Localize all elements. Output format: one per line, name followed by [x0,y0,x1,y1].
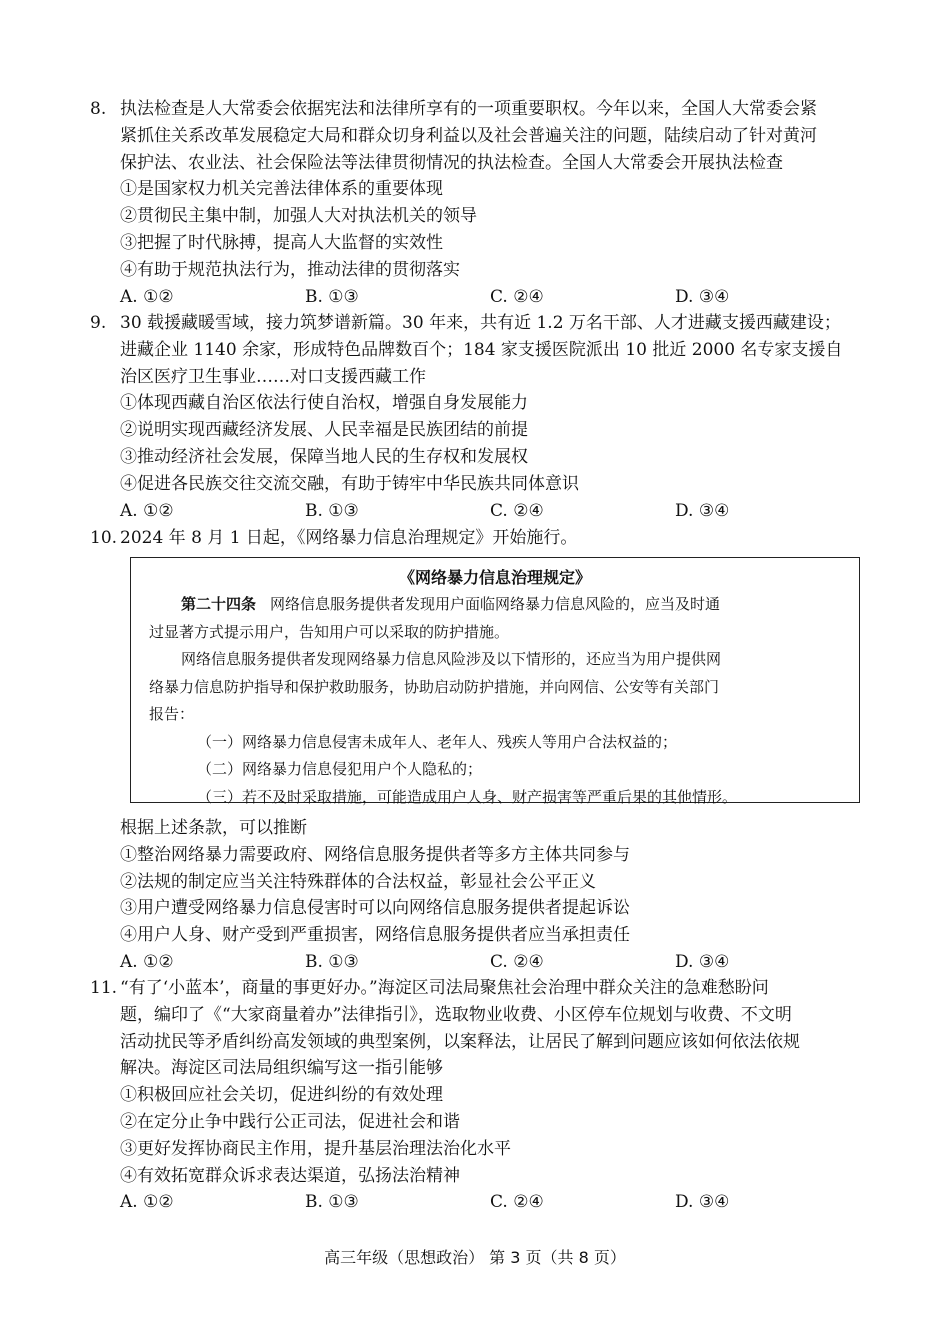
question-number: 8. [90,99,107,119]
option-c[interactable]: C. ②④ [490,951,544,972]
question-number: 11. [90,978,118,998]
statement-item: ④有效拓宽群众诉求表达渠道，弘扬法治精神 [120,1165,460,1186]
statement-item: ①体现西藏自治区依法行使自治权，增强自身发展能力 [120,393,528,414]
statement-item: ③把握了时代脉搏，提高人大监督的实效性 [120,232,443,253]
statement-item: ③用户遭受网络暴力信息侵害时可以向网络信息服务提供者提起诉讼 [120,898,630,919]
option-d[interactable]: D. ③④ [675,1192,730,1213]
question-11-stem-line: 题，编印了《“大家商量着办”法律指引》，选取物业收费、小区停车位规划与收费、不文明 [120,1004,792,1025]
option-c[interactable]: C. ②④ [490,286,544,307]
regulation-paragraph: 网络信息服务提供者发现网络暴力信息风险涉及以下情形的，还应当为用户提供网 [181,650,722,668]
option-b[interactable]: B. ①③ [305,951,359,972]
question-11-stem-line: 解决。海淀区司法局组织编写这一指引能够 [120,1058,443,1079]
statement-item: ②法规的制定应当关注特殊群体的合法权益，彰显社会公平正义 [120,871,596,892]
page-footer: 高三年级（思想政治） 第 3 页（共 8 页） [324,1248,626,1267]
statement-item: ①积极回应社会关切，促进纠纷的有效处理 [120,1085,443,1106]
answer-options [90,284,870,311]
question-10-stem-line: 10. 2024 年 8 月 1 日起，《网络暴力信息治理规定》开始施行。 [90,525,870,552]
option-b[interactable]: B. ①③ [305,500,359,521]
question-10-prompt: 根据上述条款，可以推断 [120,818,307,838]
regulation-paragraph: 报告： [149,705,195,723]
statement-item: ②贯彻民主集中制，加强人大对执法机关的领导 [120,206,477,227]
statement-item: ③推动经济社会发展，保障当地人民的生存权和发展权 [120,446,528,467]
question-9-stem-line: 治区医疗卫生事业……对口支援西藏工作 [120,366,426,387]
option-d[interactable]: D. ③④ [675,286,730,307]
regulation-paragraph: 络暴力信息防护指导和保护救助服务，协助启动防护措施，并向网信、公安等有关部门 [149,677,720,696]
regulation-case: （二）网络暴力信息侵犯用户个人隐私的； [197,760,483,778]
question-number: 9. [90,313,107,333]
question-8-stem-line: 保护法、农业法、社会保险法等法律贯彻情况的执法检查。全国人大常委会开展执法检查 [120,152,783,173]
question-11 [90,975,870,1216]
question-11-stem-line: 11. “有了‘小蓝本’，商量的事更好办。”海淀区司法局聚焦社会治理中群众关注的急难愁盼问 [90,975,870,1002]
question-10-continued [90,815,870,976]
regulation-case: （三）若不及时采取措施，可能造成用户人身、财产损害等严重后果的其他情形。 [197,787,738,806]
statement-item: ④促进各民族交往交流交融，有助于铸牢中华民族共同体意识 [120,473,579,494]
statement-item: ④用户人身、财产受到严重损害，网络信息服务提供者应当承担责任 [120,925,630,946]
option-a[interactable]: A. ①② [120,1192,174,1213]
regulation-title: 《网络暴力信息治理规定》 [398,568,591,587]
regulation-paragraph: 过显著方式提示用户，告知用户可以采取的防护措施。 [149,622,510,641]
regulation-paragraph: 第二十四条 网络信息服务提供者发现用户面临网络暴力信息风险的，应当及时通 [181,595,721,613]
statement-item: ④有助于规范执法行为，推动法律的贯彻落实 [120,259,460,280]
article-number: 第二十四条 [181,595,257,613]
option-d[interactable]: D. ③④ [675,951,730,972]
statement-item: ③更好发挥协商民主作用，提升基层治理法治化水平 [120,1138,511,1159]
option-c[interactable]: C. ②④ [490,1192,544,1213]
option-d[interactable]: D. ③④ [675,500,730,521]
option-a[interactable]: A. ①② [120,951,174,972]
option-b[interactable]: B. ①③ [305,1192,359,1213]
option-a[interactable]: A. ①② [120,286,174,307]
statement-item: ②在定分止争中践行公正司法，促进社会和谐 [120,1111,460,1132]
option-a[interactable]: A. ①② [120,500,174,521]
question-9 [90,310,870,524]
question-8-stem-line: 紧抓住关系改革发展稳定大局和群众切身利益以及社会普遍关注的问题，陆续启动了针对黄河 [120,125,817,146]
question-number: 10. [90,528,118,548]
question-8-stem-line: 8. 执法检查是人大常委会依据宪法和法律所享有的一项重要职权。今年以来，全国人大常委会紧 [90,96,870,123]
question-8 [90,96,870,310]
option-b[interactable]: B. ①③ [305,286,359,307]
statement-item: ②说明实现西藏经济发展、人民幸福是民族团结的前提 [120,420,528,441]
question-9-stem-line: 进藏企业 1140 余家，形成特色品牌数百个；184 家支援医院派出 10 批近 2000 名专家支援自 [120,339,843,360]
statement-item: ①整治网络暴力需要政府、网络信息服务提供者等多方主体共同参与 [120,844,630,865]
question-10 [90,525,870,552]
question-11-stem-line: 活动扰民等矛盾纠纷高发领域的典型案例，以案释法，让居民了解到问题应该如何依法依规 [120,1031,800,1052]
option-c[interactable]: C. ②④ [490,500,544,521]
answer-options [90,498,870,525]
question-9-stem-line: 9. 30 载援藏暖雪域，接力筑梦谱新篇。30 年来，共有近 1.2 万名干部、人才进藏支援西藏建设； [90,310,870,337]
answer-options [90,1189,870,1216]
regulation-excerpt-box [130,557,860,806]
regulation-case: （一）网络暴力信息侵害未成年人、老年人、残疾人等用户合法权益的； [197,732,678,751]
statement-item: ①是国家权力机关完善法律体系的重要体现 [120,179,443,200]
answer-options [90,949,870,976]
